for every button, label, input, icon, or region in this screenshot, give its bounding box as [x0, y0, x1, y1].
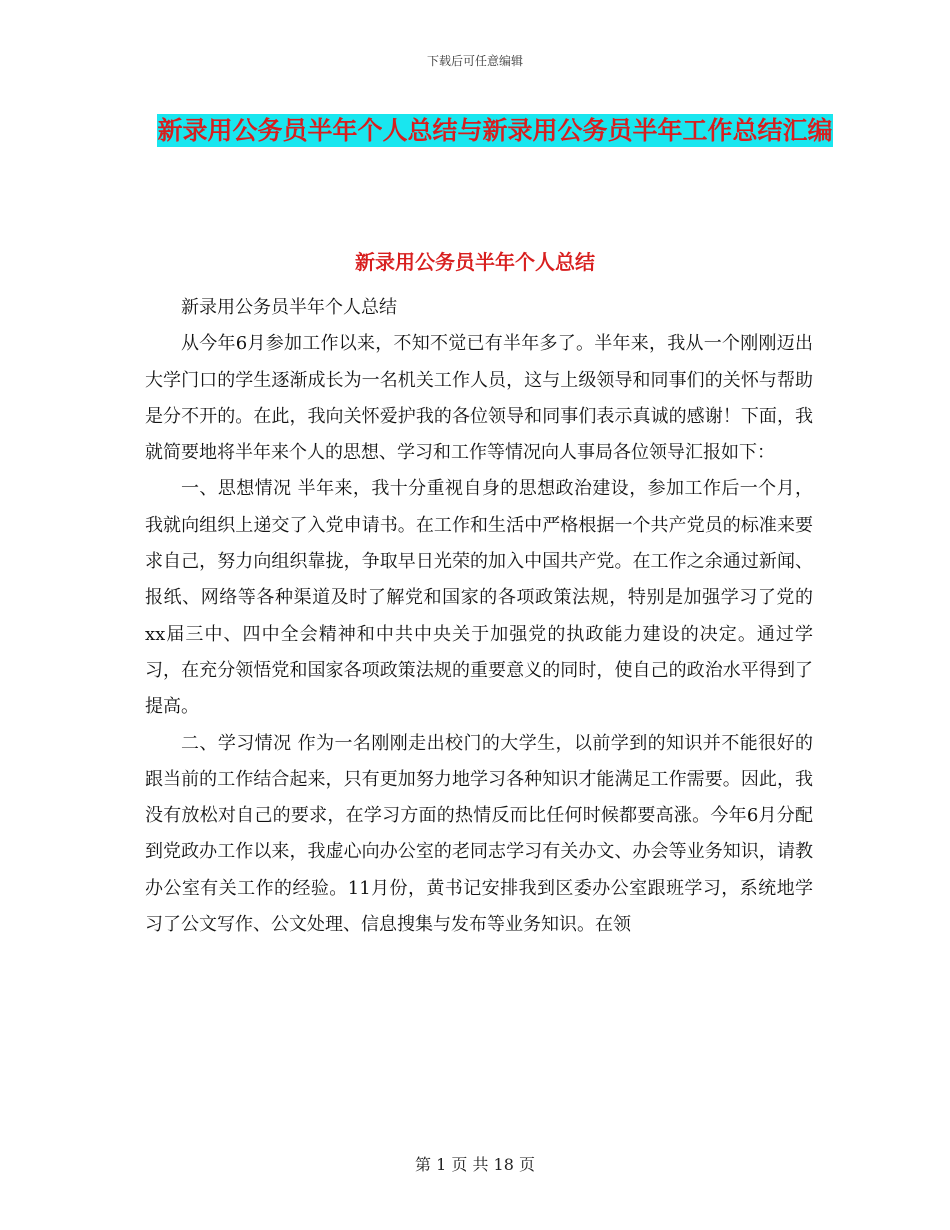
paragraph: 从今年6月参加工作以来，不知不觉已有半年多了。半年来，我从一个刚刚迈出大学门口的学生逐渐成长为一名机关工作人员，这与上级领导和同事们的关怀与帮助是分不开的。在此，我向关怀爱护我的各位领导和同事们表示真诚的感谢！下面，我就简要地将半年来个人的思想、学习和工作等情况向人事局各位领导汇报如下：: [145, 333, 813, 464]
header-note: 下载后可任意编辑: [426, 54, 523, 68]
paragraph-heading: 新录用公务员半年个人总结: [181, 297, 397, 318]
document-title-highlight: 新录用公务员半年个人总结与新录用公务员半年工作总结汇编: [157, 116, 833, 145]
section-title: 新录用公务员半年个人总结: [355, 250, 595, 274]
page-footer: 第 1 页 共 18 页: [415, 1155, 535, 1174]
paragraph: 二、学习情况 作为一名刚刚走出校门的大学生，以前学到的知识并不能很好的跟当前的工作结合起来，只有更加努力地学习各种知识才能满足工作需要。因此，我没有放松对自己的要求，在学习方面的热情反而比任何时候都要高涨。今年6月分配到党政办工作以来，我虚心向办公室的老同志学习有关办文、办会等业务知识，请教办公室有关工作的经验。11月份，黄书记安排我到区委办公室跟班学习，系统地学习了公文写作、公文处理、信息搜集与发布等业务知识。在领: [145, 732, 813, 936]
paragraph: 一、思想情况 半年来，我十分重视自身的思想政治建设，参加工作后一个月，我就向组织上递交了入党申请书。在工作和生活中严格根据一个共产党员的标准来要求自己，努力向组织靠拢，争取早日光荣的加入中国共产党。在工作之余通过新闻、报纸、网络等各种渠道及时了解党和国家的各项政策法规，特别是加强学习了党的xx届三中、四中全会精神和中共中央关于加强党的执政能力建设的决定。通过学习，在充分领悟党和国家各项政策法规的重要意义的同时，使自己的政治水平得到了提高。: [145, 478, 813, 718]
body-text: [145, 290, 813, 943]
document-title: [150, 108, 840, 154]
